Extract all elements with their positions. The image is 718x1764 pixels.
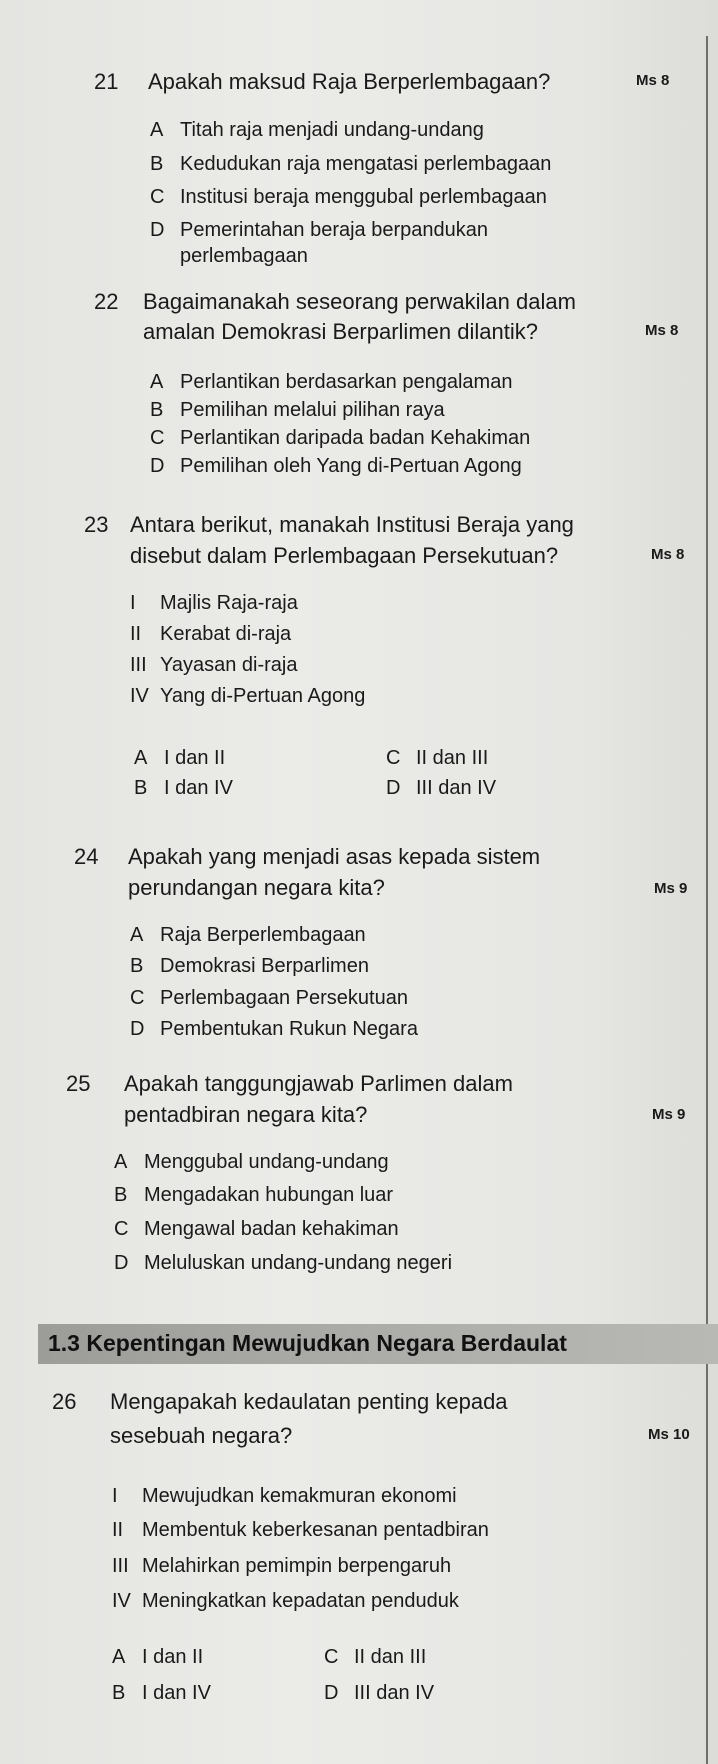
question-text-line-1: Bagaimanakah seseorang perwakilan dalam bbox=[143, 289, 576, 314]
page-reference: Ms 8 bbox=[636, 72, 670, 89]
page-reference: Ms 10 bbox=[648, 1426, 690, 1443]
option-a: A I dan II bbox=[112, 1646, 204, 1668]
question-text-line-2: amalan Demokrasi Berparlimen dilantik? bbox=[143, 319, 538, 344]
statement-i: I Mewujudkan kemakmuran ekonomi bbox=[112, 1485, 457, 1507]
statement-i: I Majlis Raja-raja bbox=[130, 592, 298, 614]
option-b: B I dan IV bbox=[134, 777, 233, 799]
option-d: D III dan IV bbox=[386, 777, 497, 799]
option-d: D III dan IV bbox=[324, 1682, 435, 1704]
option-b: B Demokrasi Berparlimen bbox=[130, 955, 369, 977]
option-a: A Raja Berperlembagaan bbox=[130, 924, 366, 946]
statement-ii: II Kerabat di-raja bbox=[130, 623, 292, 645]
option-d: D Meluluskan undang-undang negeri bbox=[114, 1252, 453, 1274]
option-a: A Perlantikan berdasarkan pengalaman bbox=[150, 371, 513, 393]
section-header bbox=[38, 1324, 718, 1364]
statement-iii: III Yayasan di-raja bbox=[130, 654, 298, 676]
question-number: 21 bbox=[94, 69, 119, 94]
question-text-line-1: Mengapakah kedaulatan penting kepada bbox=[110, 1389, 508, 1414]
option-b: B I dan IV bbox=[112, 1682, 211, 1704]
page-edge-line bbox=[706, 36, 708, 1764]
question-number: 25 bbox=[66, 1071, 91, 1096]
question-number: 22 bbox=[94, 289, 119, 314]
statement-iv: IV Meningkatkan kepadatan penduduk bbox=[112, 1590, 459, 1612]
question-text-line-1: Apakah yang menjadi asas kepada sistem bbox=[128, 844, 541, 869]
option-c: C Perlantikan daripada badan Kehakiman bbox=[150, 427, 531, 449]
page-reference: Ms 8 bbox=[645, 322, 679, 339]
question-text-line-2: perundangan negara kita? bbox=[128, 875, 385, 900]
option-c: C II dan III bbox=[386, 747, 489, 769]
option-d: D Pembentukan Rukun Negara bbox=[130, 1018, 418, 1040]
option-a: A Menggubal undang-undang bbox=[114, 1151, 389, 1173]
option-c: C Perlembagaan Persekutuan bbox=[130, 987, 408, 1009]
question-text-line-2: pentadbiran negara kita? bbox=[124, 1102, 368, 1127]
question-text-line-1: Apakah tanggungjawab Parlimen dalam bbox=[124, 1071, 513, 1096]
question-number: 24 bbox=[74, 844, 99, 869]
page-reference: Ms 9 bbox=[654, 880, 688, 897]
question-text-line-1: Antara berikut, manakah Institusi Beraja yang bbox=[130, 512, 574, 537]
section-title: 1.3 Kepentingan Mewujudkan Negara Berdaulat bbox=[48, 1330, 567, 1356]
question-number: 26 bbox=[52, 1389, 77, 1414]
option-b: B Pemilihan melalui pilihan raya bbox=[150, 399, 445, 421]
option-d: D Pemerintahan beraja berpandukan bbox=[150, 219, 488, 241]
option-b: B Kedudukan raja mengatasi perlembagaan bbox=[150, 153, 552, 175]
option-a: A Titah raja menjadi undang-undang bbox=[150, 119, 484, 141]
option-d: D Pemilihan oleh Yang di-Pertuan Agong bbox=[150, 455, 522, 477]
question-text-line-2: sesebuah negara? bbox=[110, 1423, 293, 1448]
option-c: C II dan III bbox=[324, 1646, 427, 1668]
statement-iii: III Melahirkan pemimpin berpengaruh bbox=[112, 1555, 452, 1577]
option-b: B Mengadakan hubungan luar bbox=[114, 1184, 394, 1206]
question-text: Apakah maksud Raja Berperlembagaan? bbox=[148, 69, 551, 94]
statement-ii: II Membentuk keberkesanan pentadbiran bbox=[112, 1519, 489, 1541]
page-reference: Ms 9 bbox=[652, 1106, 686, 1123]
question-text-line-2: disebut dalam Perlembagaan Persekutuan? bbox=[130, 543, 559, 568]
statement-iv: IV Yang di-Pertuan Agong bbox=[130, 685, 366, 707]
option-a: A I dan II bbox=[134, 747, 226, 769]
option-c: C Mengawal badan kehakiman bbox=[114, 1218, 399, 1240]
question-number: 23 bbox=[84, 512, 109, 537]
option-d-continued: perlembagaan bbox=[180, 245, 308, 267]
page-reference: Ms 8 bbox=[651, 546, 685, 563]
option-c: C Institusi beraja menggubal perlembagaan bbox=[150, 186, 547, 208]
